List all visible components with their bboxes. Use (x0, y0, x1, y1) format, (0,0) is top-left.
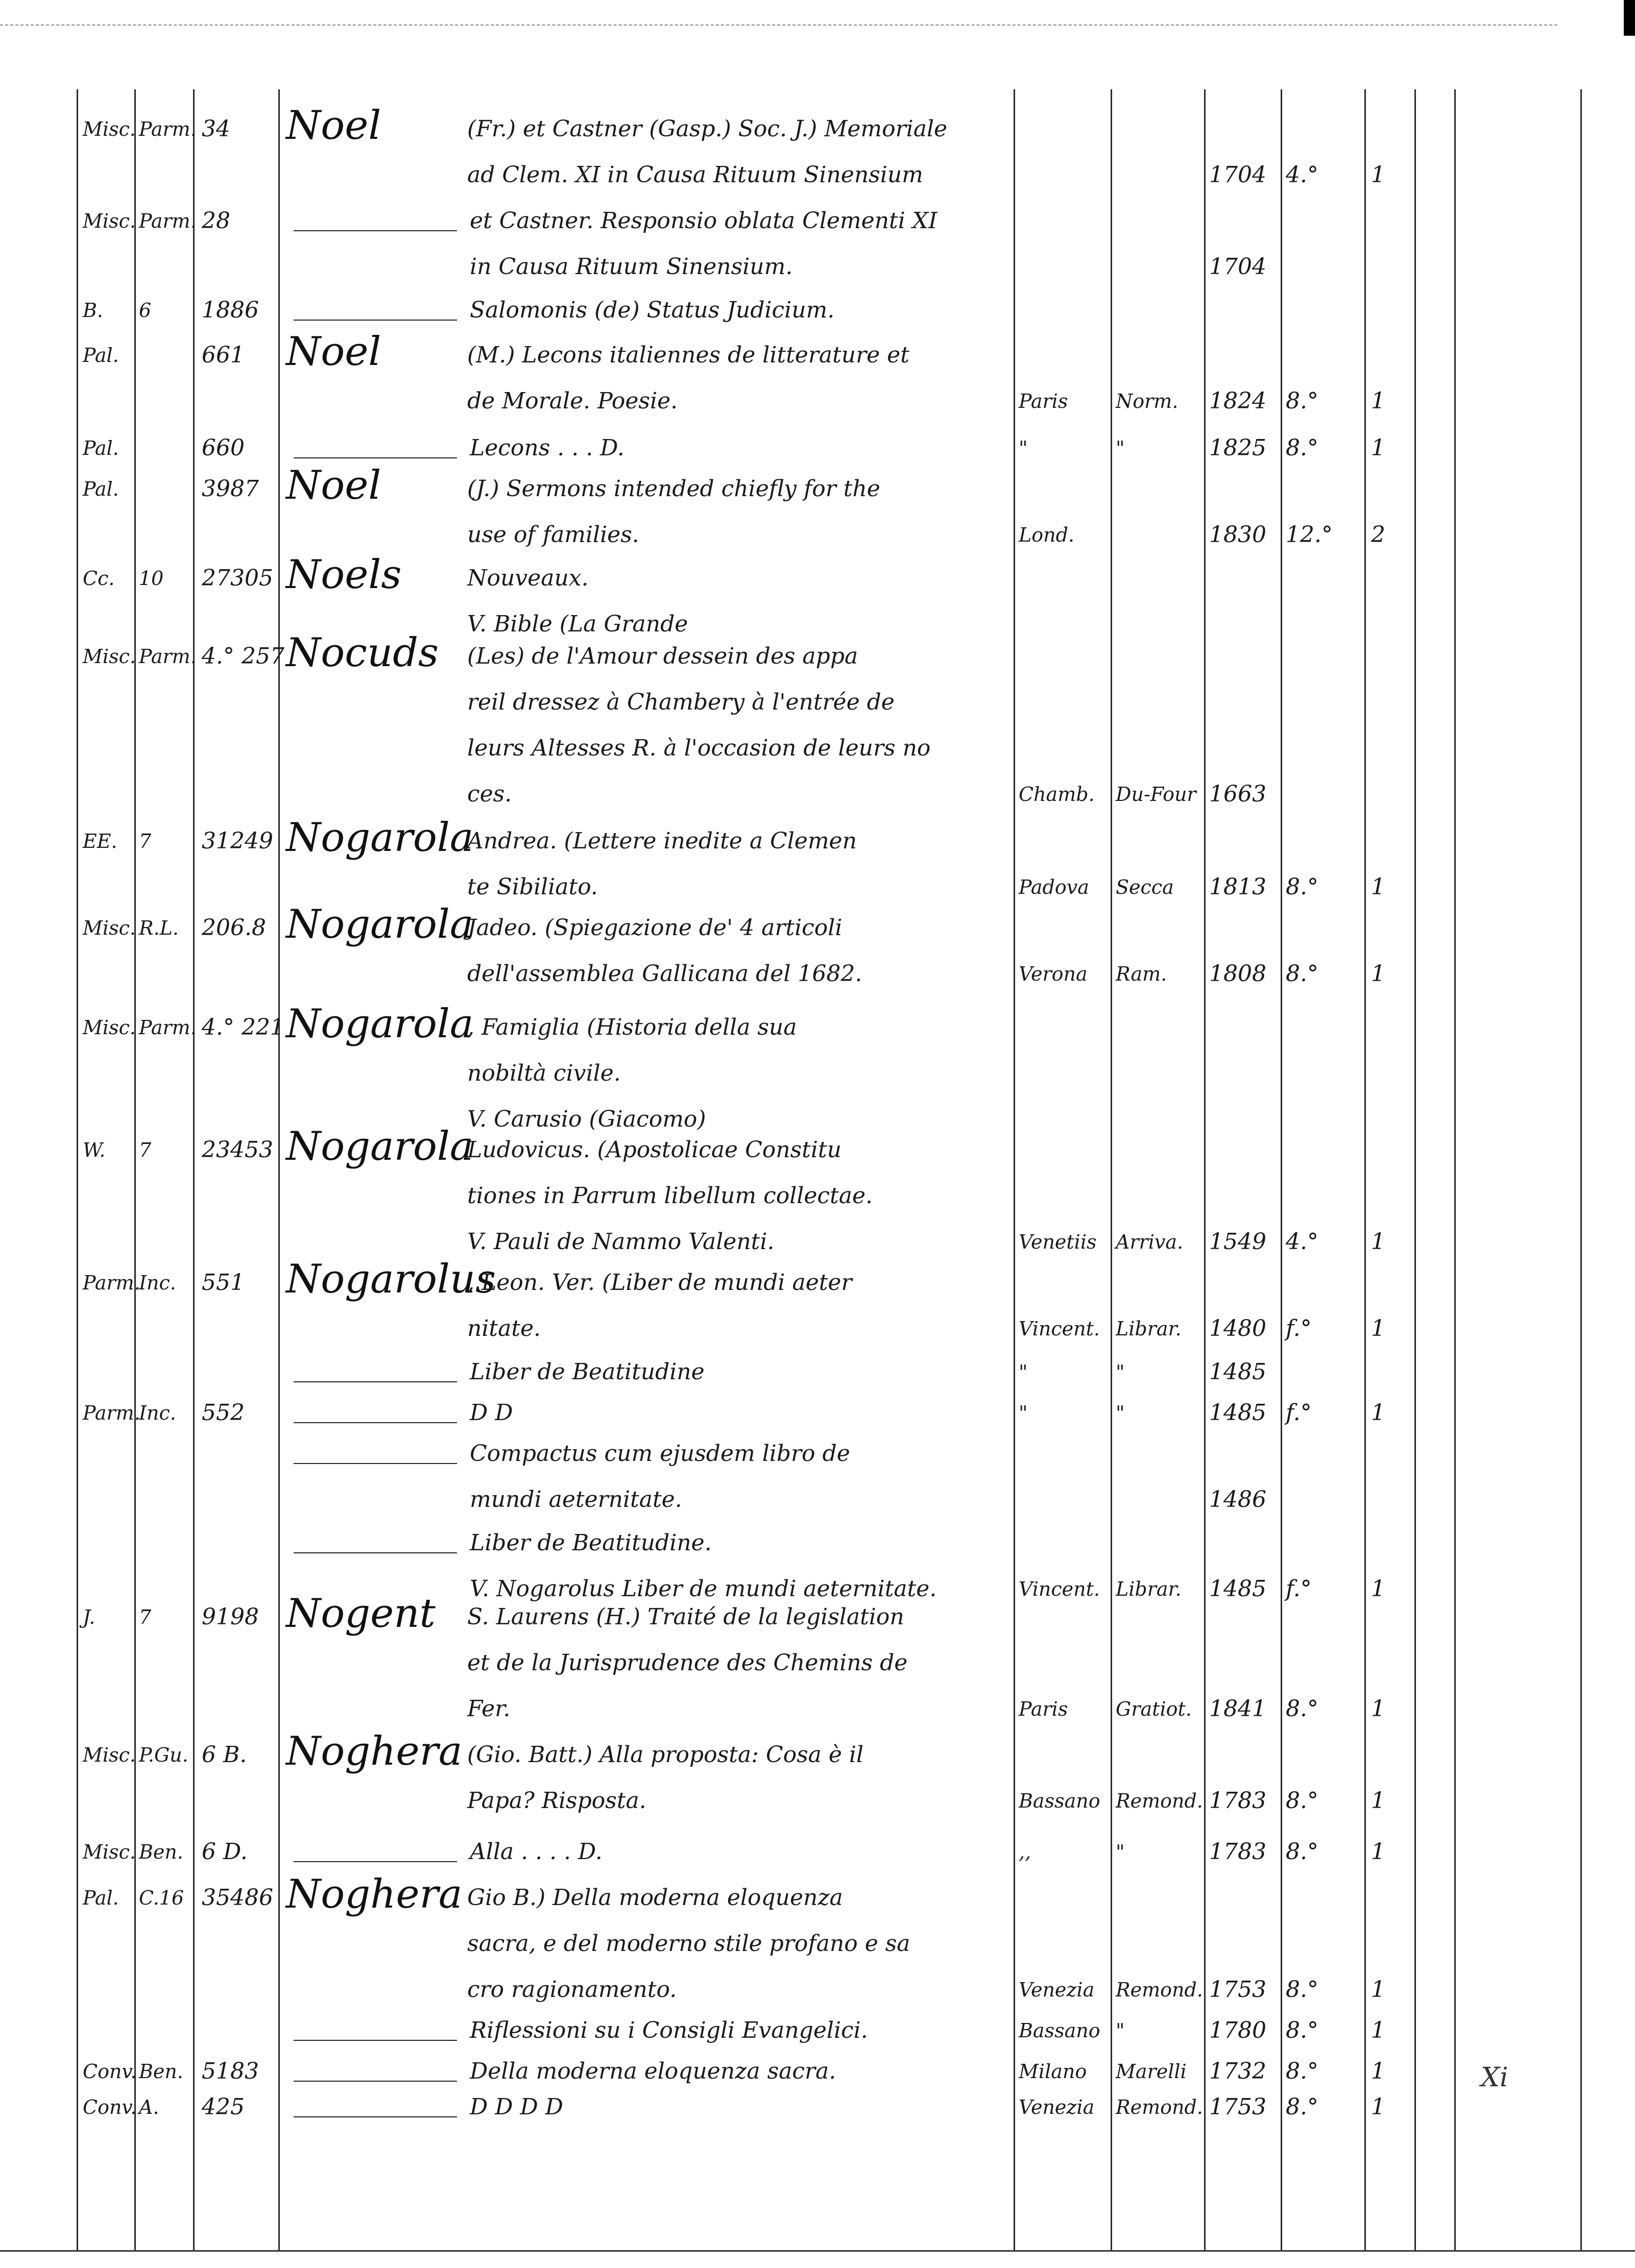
entry-text-line: nitate. (467, 1315, 541, 1342)
volume-count: 1 (1371, 435, 1385, 461)
book-format: 8.° (1286, 1788, 1318, 1814)
shelf-mark: Conv. (83, 2060, 137, 2083)
entry-text-line: V. Bible (La Grande (467, 611, 688, 637)
imprint-printer: Du-Four (1116, 783, 1196, 806)
imprint-year: 1480 (1209, 1315, 1266, 1342)
book-format: 4.° (1286, 162, 1318, 188)
imprint-printer: Remond. (1116, 1790, 1203, 1812)
imprint-place: Venetiis (1019, 1231, 1097, 1253)
volume-count: 1 (1371, 388, 1385, 414)
shelf-mark: J. (83, 1606, 95, 1628)
imprint-place: Milano (1019, 2060, 1087, 2083)
volume-count: 1 (1371, 1229, 1385, 1255)
shelf-mark: Parm. (83, 1402, 140, 1424)
entry-text-line: cro ragionamento. (467, 1977, 677, 2003)
imprint-year: 1663 (1209, 781, 1266, 807)
entry-heading: Noel (286, 103, 381, 149)
imprint-place: ,, (1019, 1841, 1031, 1863)
entry-text-line: de Morale. Poesie. (467, 388, 678, 414)
imprint-place: Lond. (1019, 524, 1074, 546)
ditto-dash (294, 1381, 457, 1382)
shelf-number: 4.° 221 (202, 1014, 284, 1040)
book-format: f.° (1286, 1315, 1312, 1342)
imprint-place: Verona (1019, 963, 1088, 985)
volume-count: 2 (1371, 522, 1385, 548)
entry-heading: Nogent (286, 1591, 436, 1637)
entry-text-line: reil dressez à Chambery à l'entrée de (467, 689, 895, 715)
entry-text-line: in Causa Rituum Sinensium. (470, 254, 793, 280)
entry-text-line: (Les) de l'Amour dessein des appa (467, 643, 858, 669)
shelf-mark: Misc. (83, 645, 136, 668)
shelf-number: 660 (202, 435, 245, 461)
imprint-year: 1753 (1209, 2094, 1266, 2120)
entry-text-line: Nouveaux. (467, 565, 589, 591)
entry-text-line: Papa? Risposta. (467, 1788, 646, 1814)
entry-text-line: et de la Jurisprudence des Chemins de (467, 1650, 908, 1676)
entry-text-line: (J.) Sermons intended chiefly for the (467, 476, 880, 502)
book-format: 12.° (1286, 522, 1333, 548)
volume-count: 1 (1371, 1977, 1385, 2003)
entry-text-line: Salomonis (de) Status Judicium. (470, 297, 835, 323)
entry-text-line: ces. (467, 781, 512, 807)
volume-count: 1 (1371, 2094, 1385, 2120)
entry-text-line: tiones in Parrum libellum collectae. (467, 1183, 873, 1209)
entry-text-line: Fer. (467, 1696, 511, 1722)
entry-text-line: S. Laurens (H.) Traité de la legislation (467, 1604, 904, 1630)
imprint-place: Venezia (1019, 1979, 1095, 2001)
imprint-printer: Gratiot. (1116, 1698, 1192, 1720)
margin-note: Xi (1481, 2062, 1508, 2093)
shelf-sub: Parm. (139, 210, 197, 232)
imprint-year: 1841 (1209, 1696, 1266, 1722)
shelf-number: 6 D. (202, 1839, 248, 1865)
shelf-mark: EE. (83, 830, 117, 852)
imprint-printer: " (1116, 437, 1125, 459)
shelf-number: 6 B. (202, 1742, 247, 1768)
shelf-number: 5183 (202, 2058, 259, 2084)
volume-count: 1 (1371, 1315, 1385, 1342)
entry-text-line: dell'assemblea Gallicana del 1682. (467, 961, 862, 987)
shelf-mark: Pal. (83, 437, 119, 459)
imprint-year: 1704 (1209, 162, 1266, 188)
bottom-rule (0, 2250, 1635, 2252)
shelf-sub: 6 (139, 299, 152, 322)
ditto-dash (294, 1552, 457, 1553)
imprint-place: Padova (1019, 876, 1089, 898)
col-rule (77, 89, 78, 2250)
entry-text-line: Alla . . . . D. (470, 1839, 603, 1865)
shelf-mark: Pal. (83, 478, 119, 500)
imprint-place: Bassano (1019, 1790, 1100, 1812)
col-rule (278, 89, 280, 2250)
imprint-place: Paris (1019, 390, 1068, 412)
shelf-sub: 7 (139, 830, 152, 852)
col-rule (1111, 89, 1112, 2250)
book-format: 4.° (1286, 1229, 1318, 1255)
imprint-place: Vincent. (1019, 1318, 1100, 1340)
ditto-dash (294, 1861, 457, 1862)
entry-text-line: Compactus cum ejusdem libro de (470, 1441, 850, 1467)
imprint-printer: Remond. (1116, 2096, 1203, 2118)
shelf-mark: Misc. (83, 1016, 136, 1039)
shelf-mark: Pal. (83, 344, 119, 367)
shelf-sub: Inc. (139, 1402, 176, 1424)
entry-heading: Noghera (286, 1871, 463, 1917)
shelf-mark: Misc. (83, 917, 136, 939)
entry-text-line: V. Nogarolus Liber de mundi aeternitate. (470, 1576, 937, 1602)
imprint-printer: Ram. (1116, 963, 1167, 985)
volume-count: 1 (1371, 1788, 1385, 1814)
imprint-place: Bassano (1019, 2019, 1100, 2042)
col-rule (1580, 89, 1582, 2250)
ditto-dash (294, 2040, 457, 2041)
entry-text-line: (Gio. Batt.) Alla proposta: Cosa è il (467, 1742, 864, 1768)
entry-text-line: , Leon. Ver. (Liber de mundi aeter (467, 1270, 852, 1296)
shelf-number: 425 (202, 2094, 245, 2120)
col-rule (1281, 89, 1282, 2250)
shelf-number: 206.8 (202, 915, 266, 941)
imprint-year: 1783 (1209, 1839, 1266, 1865)
volume-count: 1 (1371, 961, 1385, 987)
ditto-dash (294, 2081, 457, 2082)
imprint-place: Paris (1019, 1698, 1068, 1720)
entry-text-line: Della moderna eloquenza sacra. (470, 2058, 836, 2084)
shelf-number: 661 (202, 342, 245, 368)
shelf-number: 27305 (202, 565, 273, 591)
shelf-number: 35486 (202, 1885, 273, 1911)
imprint-year: 1485 (1209, 1576, 1266, 1602)
imprint-printer: Marelli (1116, 2060, 1187, 2083)
shelf-mark: Conv. (83, 2096, 137, 2118)
volume-count: 1 (1371, 1839, 1385, 1865)
imprint-place: " (1019, 1361, 1028, 1383)
book-format: 8.° (1286, 1696, 1318, 1722)
entry-heading: Nogarolus (286, 1256, 496, 1302)
book-format: 8.° (1286, 388, 1318, 414)
entry-text-line: Jadeo. (Spiegazione de' 4 articoli (467, 915, 843, 941)
shelf-number: 3987 (202, 476, 259, 502)
volume-count: 1 (1371, 2058, 1385, 2084)
entry-text-line: te Sibiliato. (467, 874, 598, 900)
shelf-mark: B. (83, 299, 104, 322)
imprint-year: 1813 (1209, 874, 1266, 900)
shelf-sub: 7 (139, 1606, 152, 1628)
entry-text-line: Liber de Beatitudine. (470, 1530, 712, 1556)
book-format: 8.° (1286, 435, 1318, 461)
col-rule (1414, 89, 1416, 2250)
book-format: 8.° (1286, 874, 1318, 900)
imprint-year: 1824 (1209, 388, 1266, 414)
shelf-sub: C.16 (139, 1887, 184, 1909)
ditto-dash (294, 320, 457, 321)
book-format: f.° (1286, 1400, 1312, 1426)
shelf-sub: Ben. (139, 2060, 183, 2083)
entry-heading: Nogarola (286, 1001, 474, 1047)
ditto-dash (294, 1422, 457, 1423)
col-rule (193, 89, 195, 2250)
shelf-sub: 7 (139, 1139, 152, 1161)
imprint-year: 1549 (1209, 1229, 1266, 1255)
imprint-place: Venezia (1019, 2096, 1095, 2118)
entry-text-line: nobiltà civile. (467, 1060, 621, 1086)
shelf-number: 9198 (202, 1604, 259, 1630)
entry-text-line: Gio B.) Della moderna eloquenza (467, 1885, 843, 1911)
shelf-number: 34 (202, 116, 230, 142)
entry-text-line: (M.) Lecons italiennes de litterature et (467, 342, 909, 368)
volume-count: 1 (1371, 1400, 1385, 1426)
shelf-sub: P.Gu. (139, 1744, 188, 1766)
entry-text-line: Lecons . . . D. (470, 435, 624, 461)
book-format: 8.° (1286, 1977, 1318, 2003)
imprint-printer: " (1116, 1361, 1125, 1383)
entry-heading: Noghera (286, 1728, 463, 1774)
imprint-printer: " (1116, 1841, 1125, 1863)
shelf-mark: Misc. (83, 1841, 136, 1863)
shelf-mark: Parm. (83, 1272, 140, 1294)
shelf-mark: Pal. (83, 1887, 119, 1909)
entry-text-line: use of families. (467, 522, 639, 548)
entry-text-line: Ludovicus. (Apostolicae Constitu (467, 1137, 841, 1163)
ditto-dash (294, 230, 457, 231)
entry-heading: Nogarola (286, 901, 474, 947)
entry-text-line: (Fr.) et Castner (Gasp.) Soc. J.) Memoriale (467, 116, 948, 142)
imprint-printer: Arriva. (1116, 1231, 1184, 1253)
entry-text-line: V. Carusio (Giacomo) (467, 1106, 706, 1132)
entry-text-line: D D (470, 1400, 513, 1426)
shelf-sub: Ben. (139, 1841, 183, 1863)
shelf-sub: Parm. (139, 118, 197, 140)
entry-heading: Nogarola (286, 815, 474, 861)
imprint-year: 1485 (1209, 1400, 1266, 1426)
shelf-number: 552 (202, 1400, 245, 1426)
imprint-place: Chamb. (1019, 783, 1095, 806)
scan-edge (1624, 0, 1635, 36)
imprint-printer: " (1116, 1402, 1125, 1424)
imprint-place: " (1019, 437, 1028, 459)
col-rule (1364, 89, 1366, 2250)
col-rule (1204, 89, 1206, 2250)
imprint-year: 1780 (1209, 2017, 1266, 2043)
imprint-year: 1808 (1209, 961, 1266, 987)
ditto-dash (294, 1463, 457, 1464)
shelf-mark: Misc. (83, 210, 136, 232)
imprint-printer: Librar. (1116, 1318, 1182, 1340)
imprint-year: 1485 (1209, 1359, 1266, 1385)
shelf-number: 4.° 257 (202, 643, 284, 669)
imprint-printer: " (1116, 2019, 1125, 2042)
shelf-number: 1886 (202, 297, 259, 323)
entry-text-line: ad Clem. XI in Causa Rituum Sinensium (467, 162, 923, 188)
col-rule (1454, 89, 1456, 2250)
imprint-place: Vincent. (1019, 1578, 1100, 1600)
imprint-year: 1486 (1209, 1486, 1266, 1513)
book-format: f.° (1286, 1576, 1312, 1602)
entry-text-line: Andrea. (Lettere inedite a Clemen (467, 828, 857, 854)
shelf-number: 28 (202, 208, 230, 234)
entry-heading: Nocuds (286, 630, 439, 676)
book-format: 8.° (1286, 961, 1318, 987)
volume-count: 1 (1371, 2017, 1385, 2043)
shelf-sub: 10 (139, 567, 164, 590)
volume-count: 1 (1371, 162, 1385, 188)
entry-heading: Noel (286, 462, 381, 508)
entry-text-line: sacra, e del moderno stile profano e sa (467, 1931, 910, 1957)
shelf-mark: Misc. (83, 1744, 136, 1766)
imprint-printer: Remond. (1116, 1979, 1203, 2001)
imprint-year: 1753 (1209, 1977, 1266, 2003)
entry-text-line: , Famiglia (Historia della sua (467, 1014, 797, 1040)
entry-text-line: Riflessioni su i Consigli Evangelici. (470, 2017, 868, 2043)
imprint-year: 1830 (1209, 522, 1266, 548)
shelf-number: 31249 (202, 828, 273, 854)
col-rule (134, 89, 136, 2250)
shelf-number: 23453 (202, 1137, 273, 1163)
entry-text-line: mundi aeternitate. (470, 1486, 682, 1513)
shelf-sub: Parm. (139, 1016, 197, 1039)
imprint-year: 1783 (1209, 1788, 1266, 1814)
shelf-number: 551 (202, 1270, 245, 1296)
imprint-printer: Norm. (1116, 390, 1179, 412)
book-format: 8.° (1286, 2017, 1318, 2043)
volume-count: 1 (1371, 1696, 1385, 1722)
entry-heading: Noel (286, 329, 381, 375)
entry-text-line: leurs Altesses R. à l'occasion de leurs no (467, 735, 931, 761)
book-format: 8.° (1286, 2094, 1318, 2120)
volume-count: 1 (1371, 874, 1385, 900)
imprint-year: 1825 (1209, 435, 1266, 461)
imprint-printer: Secca (1116, 876, 1174, 898)
ditto-dash (294, 457, 457, 458)
entry-heading: Nogarola (286, 1124, 474, 1169)
shelf-mark: W. (83, 1139, 106, 1161)
entry-text-line: V. Pauli de Nammo Valenti. (467, 1229, 775, 1255)
shelf-sub: R.L. (139, 917, 179, 939)
top-dotted-rule (0, 25, 1557, 26)
entry-heading: Noels (286, 552, 402, 598)
shelf-mark: Cc. (83, 567, 115, 590)
entry-text-line: et Castner. Responsio oblata Clementi XI (470, 208, 937, 234)
shelf-sub: A. (139, 2096, 159, 2118)
book-format: 8.° (1286, 1839, 1318, 1865)
entry-text-line: Liber de Beatitudine (470, 1359, 705, 1385)
shelf-sub: Parm. (139, 645, 197, 668)
shelf-sub: Inc. (139, 1272, 176, 1294)
imprint-printer: Librar. (1116, 1578, 1182, 1600)
imprint-place: " (1019, 1402, 1028, 1424)
entry-text-line: D D D D (470, 2094, 564, 2120)
volume-count: 1 (1371, 1576, 1385, 1602)
ditto-dash (294, 2116, 457, 2117)
imprint-year: 1732 (1209, 2058, 1266, 2084)
col-rule (1014, 89, 1015, 2250)
shelf-mark: Misc. (83, 118, 136, 140)
imprint-year: 1704 (1209, 254, 1266, 280)
book-format: 8.° (1286, 2058, 1318, 2084)
